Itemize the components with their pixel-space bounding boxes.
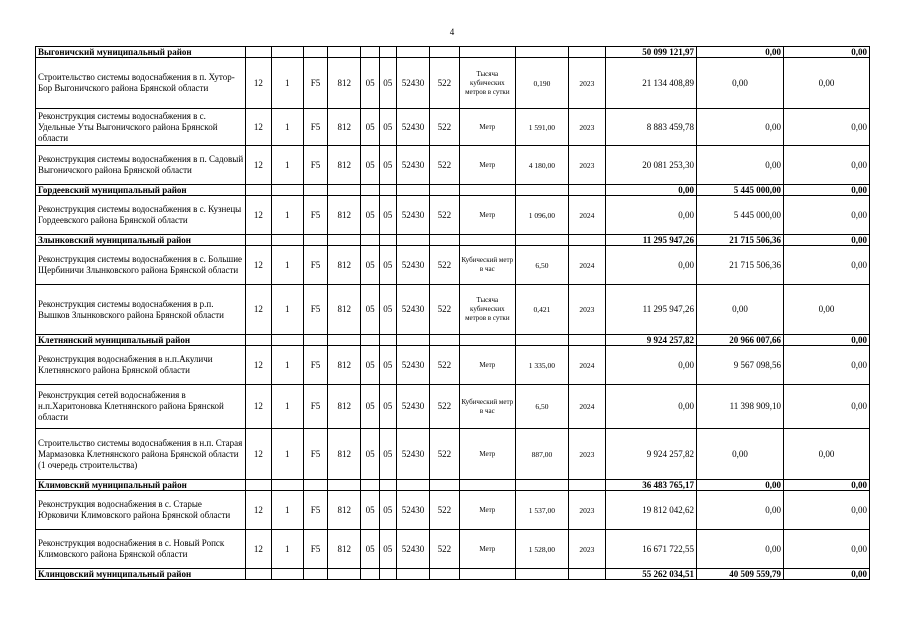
code-cell: 05 (361, 196, 379, 235)
amount-cell: 11 295 947,26 (606, 235, 697, 246)
empty-cell (361, 569, 379, 580)
amount-cell: 0,00 (697, 480, 784, 491)
code-cell: 12 (246, 285, 271, 335)
code-cell: 52430 (396, 491, 429, 530)
code-cell: 1 (271, 530, 303, 569)
amount-cell: 0,00 (783, 47, 869, 58)
amount-cell: 50 099 121,97 (606, 47, 697, 58)
project-name: Реконструкция сетей водоснабжения в н.п.Харитоновка Клетнянского района Брянской области (36, 385, 246, 429)
project-row (36, 346, 870, 385)
code-cell: 522 (430, 246, 459, 285)
amount-cell: 21 715 506,36 (697, 246, 784, 285)
code-cell: 522 (430, 530, 459, 569)
empty-cell (246, 335, 271, 346)
quantity-cell: 6,50 (516, 246, 569, 285)
empty-cell (328, 335, 361, 346)
empty-cell (303, 185, 327, 196)
amount-cell: 0,00 (783, 429, 869, 480)
amount-cell: 0,00 (697, 491, 784, 530)
code-cell: F5 (303, 346, 327, 385)
code-cell: 05 (361, 285, 379, 335)
project-name: Строительство системы водоснабжения в н.п. Старая Мармазовка Клетнянского района Брянской области (1 очередь строительства) (36, 429, 246, 480)
code-cell: 812 (328, 109, 361, 146)
amount-cell: 0,00 (783, 235, 869, 246)
code-cell: 812 (328, 346, 361, 385)
empty-cell (303, 47, 327, 58)
code-cell: 52430 (396, 429, 429, 480)
empty-cell (459, 185, 516, 196)
code-cell: 52430 (396, 58, 429, 109)
code-cell: 1 (271, 109, 303, 146)
amount-cell: 0,00 (783, 480, 869, 491)
year-cell: 2024 (568, 385, 605, 429)
code-cell: 812 (328, 530, 361, 569)
code-cell: 12 (246, 530, 271, 569)
code-cell: 52430 (396, 385, 429, 429)
empty-cell (271, 47, 303, 58)
amount-cell: 20 966 007,66 (697, 335, 784, 346)
year-cell: 2024 (568, 196, 605, 235)
project-row (36, 385, 870, 429)
district-row (36, 335, 870, 346)
amount-cell: 0,00 (783, 491, 869, 530)
empty-cell (568, 47, 605, 58)
empty-cell (516, 335, 569, 346)
empty-cell (303, 480, 327, 491)
year-cell: 2023 (568, 285, 605, 335)
amount-cell: 9 924 257,82 (606, 335, 697, 346)
page-number: 4 (449, 27, 455, 37)
code-cell: 05 (361, 429, 379, 480)
amount-cell: 11 398 909,10 (697, 385, 784, 429)
code-cell: 05 (361, 246, 379, 285)
code-cell: 812 (328, 491, 361, 530)
amount-cell: 0,00 (783, 569, 869, 580)
code-cell: 1 (271, 385, 303, 429)
quantity-cell: 1 096,00 (516, 196, 569, 235)
quantity-cell: 6,50 (516, 385, 569, 429)
amount-cell: 0,00 (606, 385, 697, 429)
year-cell: 2024 (568, 246, 605, 285)
amount-cell: 0,00 (606, 196, 697, 235)
code-cell: 1 (271, 285, 303, 335)
amount-cell: 0,00 (783, 530, 869, 569)
project-name: Реконструкция системы водоснабжения в с. Удельные Уты Выгоничского района Брянской области (36, 109, 246, 146)
amount-cell: 0,00 (783, 109, 869, 146)
code-cell: 05 (379, 530, 396, 569)
code-cell: 812 (328, 285, 361, 335)
empty-cell (328, 480, 361, 491)
amount-cell: 5 445 000,00 (697, 185, 784, 196)
code-cell: 1 (271, 491, 303, 530)
district-name: Злынковский муниципальный район (36, 235, 246, 246)
code-cell: F5 (303, 530, 327, 569)
code-cell: 05 (361, 491, 379, 530)
amount-cell: 11 295 947,26 (606, 285, 697, 335)
quantity-cell: 887,00 (516, 429, 569, 480)
quantity-cell: 4 180,00 (516, 146, 569, 185)
empty-cell (303, 335, 327, 346)
district-row (36, 569, 870, 580)
code-cell: 1 (271, 58, 303, 109)
code-cell: 522 (430, 285, 459, 335)
code-cell: F5 (303, 109, 327, 146)
code-cell: 52430 (396, 246, 429, 285)
quantity-cell: 1 537,00 (516, 491, 569, 530)
empty-cell (271, 235, 303, 246)
amount-cell: 40 509 559,79 (697, 569, 784, 580)
unit-cell: Метр (459, 146, 516, 185)
code-cell: 05 (379, 285, 396, 335)
empty-cell (459, 235, 516, 246)
code-cell: 522 (430, 109, 459, 146)
funding-table (35, 46, 870, 580)
code-cell: 05 (361, 346, 379, 385)
empty-cell (568, 185, 605, 196)
unit-cell: Метр (459, 429, 516, 480)
amount-cell: 0,00 (697, 58, 784, 109)
empty-cell (568, 480, 605, 491)
code-cell: 52430 (396, 196, 429, 235)
code-cell: 12 (246, 491, 271, 530)
project-row (36, 491, 870, 530)
code-cell: 522 (430, 429, 459, 480)
amount-cell: 16 671 722,55 (606, 530, 697, 569)
empty-cell (568, 569, 605, 580)
empty-cell (459, 480, 516, 491)
code-cell: 812 (328, 429, 361, 480)
code-cell: 522 (430, 146, 459, 185)
empty-cell (430, 47, 459, 58)
code-cell: F5 (303, 429, 327, 480)
code-cell: 05 (379, 246, 396, 285)
empty-cell (246, 235, 271, 246)
empty-cell (459, 335, 516, 346)
code-cell: 522 (430, 58, 459, 109)
empty-cell (246, 185, 271, 196)
empty-cell (396, 235, 429, 246)
empty-cell (516, 480, 569, 491)
district-name: Клетнянский муниципальный район (36, 335, 246, 346)
code-cell: F5 (303, 246, 327, 285)
code-cell: 52430 (396, 346, 429, 385)
district-name: Выгоничский муниципальный район (36, 47, 246, 58)
empty-cell (303, 569, 327, 580)
empty-cell (396, 569, 429, 580)
code-cell: 1 (271, 346, 303, 385)
code-cell: 05 (379, 196, 396, 235)
amount-cell: 9 924 257,82 (606, 429, 697, 480)
code-cell: 05 (379, 385, 396, 429)
empty-cell (246, 47, 271, 58)
code-cell: 05 (379, 109, 396, 146)
empty-cell (361, 47, 379, 58)
amount-cell: 0,00 (783, 185, 869, 196)
empty-cell (516, 235, 569, 246)
empty-cell (430, 185, 459, 196)
amount-cell: 0,00 (783, 246, 869, 285)
empty-cell (379, 47, 396, 58)
amount-cell: 0,00 (606, 346, 697, 385)
district-row (36, 235, 870, 246)
project-row (36, 109, 870, 146)
unit-cell: Кубический метр в час (459, 385, 516, 429)
code-cell: 12 (246, 196, 271, 235)
project-name: Реконструкция водоснабжения в н.п.Акуличи Клетнянского района Брянской области (36, 346, 246, 385)
code-cell: 05 (379, 429, 396, 480)
year-cell: 2023 (568, 429, 605, 480)
empty-cell (396, 47, 429, 58)
quantity-cell: 1 335,00 (516, 346, 569, 385)
quantity-cell: 1 591,00 (516, 109, 569, 146)
project-row (36, 285, 870, 335)
code-cell: 05 (361, 146, 379, 185)
code-cell: 05 (379, 146, 396, 185)
amount-cell: 0,00 (606, 185, 697, 196)
code-cell: 05 (361, 58, 379, 109)
empty-cell (430, 480, 459, 491)
amount-cell: 21 715 506,36 (697, 235, 784, 246)
empty-cell (361, 335, 379, 346)
code-cell: 812 (328, 146, 361, 185)
district-name: Гордеевский муниципальный район (36, 185, 246, 196)
code-cell: 12 (246, 346, 271, 385)
project-name: Реконструкция системы водоснабжения в с. Кузнецы Гордеевского района Брянской области (36, 196, 246, 235)
quantity-cell: 0,190 (516, 58, 569, 109)
amount-cell: 0,00 (697, 146, 784, 185)
code-cell: 1 (271, 429, 303, 480)
empty-cell (271, 480, 303, 491)
year-cell: 2024 (568, 346, 605, 385)
amount-cell: 0,00 (783, 335, 869, 346)
amount-cell: 0,00 (606, 246, 697, 285)
empty-cell (246, 480, 271, 491)
code-cell: 12 (246, 429, 271, 480)
amount-cell: 9 567 098,56 (697, 346, 784, 385)
code-cell: 05 (361, 109, 379, 146)
code-cell: F5 (303, 385, 327, 429)
empty-cell (271, 569, 303, 580)
amount-cell: 5 445 000,00 (697, 196, 784, 235)
project-name: Строительство системы водоснабжения в п. Хутор-Бор Выгоничского района Брянской области (36, 58, 246, 109)
code-cell: F5 (303, 491, 327, 530)
year-cell: 2023 (568, 530, 605, 569)
code-cell: 522 (430, 346, 459, 385)
district-row (36, 47, 870, 58)
amount-cell: 55 262 034,51 (606, 569, 697, 580)
code-cell: 52430 (396, 146, 429, 185)
code-cell: 1 (271, 246, 303, 285)
district-row (36, 185, 870, 196)
code-cell: F5 (303, 285, 327, 335)
empty-cell (568, 335, 605, 346)
code-cell: F5 (303, 146, 327, 185)
empty-cell (516, 569, 569, 580)
district-row (36, 480, 870, 491)
code-cell: 52430 (396, 530, 429, 569)
code-cell: 05 (379, 346, 396, 385)
amount-cell: 8 883 459,78 (606, 109, 697, 146)
code-cell: 1 (271, 196, 303, 235)
quantity-cell: 0,421 (516, 285, 569, 335)
code-cell: 522 (430, 385, 459, 429)
unit-cell: Метр (459, 530, 516, 569)
year-cell: 2023 (568, 491, 605, 530)
project-name: Реконструкция водоснабжения в с. Новый Ропск Климовского района Брянской области (36, 530, 246, 569)
project-name: Реконструкция водоснабжения в с. Старые Юрковичи Климовского района Брянской области (36, 491, 246, 530)
amount-cell: 0,00 (697, 47, 784, 58)
empty-cell (361, 480, 379, 491)
unit-cell: Метр (459, 109, 516, 146)
code-cell: 05 (361, 385, 379, 429)
amount-cell: 0,00 (783, 146, 869, 185)
code-cell: 812 (328, 385, 361, 429)
empty-cell (459, 47, 516, 58)
empty-cell (361, 185, 379, 196)
amount-cell: 0,00 (697, 109, 784, 146)
amount-cell: 19 812 042,62 (606, 491, 697, 530)
empty-cell (459, 569, 516, 580)
project-row (36, 530, 870, 569)
project-row (36, 246, 870, 285)
amount-cell: 0,00 (697, 429, 784, 480)
project-name: Реконструкция системы водоснабжения в п. Садовый Выгоничского района Брянской области (36, 146, 246, 185)
code-cell: 12 (246, 385, 271, 429)
project-row (36, 429, 870, 480)
empty-cell (379, 480, 396, 491)
code-cell: 12 (246, 109, 271, 146)
empty-cell (303, 235, 327, 246)
year-cell: 2023 (568, 109, 605, 146)
empty-cell (328, 235, 361, 246)
amount-cell: 0,00 (697, 285, 784, 335)
code-cell: 812 (328, 196, 361, 235)
code-cell: F5 (303, 196, 327, 235)
code-cell: 05 (361, 530, 379, 569)
code-cell: 05 (379, 491, 396, 530)
unit-cell: Метр (459, 491, 516, 530)
empty-cell (379, 569, 396, 580)
empty-cell (379, 185, 396, 196)
empty-cell (361, 235, 379, 246)
unit-cell: Тысяча кубических метров в сутки (459, 58, 516, 109)
empty-cell (568, 235, 605, 246)
code-cell: 522 (430, 491, 459, 530)
year-cell: 2023 (568, 146, 605, 185)
project-name: Реконструкция системы водоснабжения в р.п. Вышков Злынковского района Брянской области (36, 285, 246, 335)
district-name: Климовский муниципальный район (36, 480, 246, 491)
code-cell: 12 (246, 246, 271, 285)
empty-cell (379, 335, 396, 346)
project-row (36, 58, 870, 109)
code-cell: 05 (379, 58, 396, 109)
empty-cell (430, 569, 459, 580)
code-cell: 812 (328, 58, 361, 109)
unit-cell: Метр (459, 346, 516, 385)
empty-cell (328, 47, 361, 58)
amount-cell: 20 081 253,30 (606, 146, 697, 185)
empty-cell (396, 185, 429, 196)
code-cell: 522 (430, 196, 459, 235)
district-name: Клинцовский муниципальный район (36, 569, 246, 580)
project-name: Реконструкция системы водоснабжения в с. Большие Щербиничи Злынковского района Брянской области (36, 246, 246, 285)
code-cell: 12 (246, 146, 271, 185)
code-cell: 52430 (396, 109, 429, 146)
code-cell: 812 (328, 246, 361, 285)
amount-cell: 0,00 (783, 346, 869, 385)
empty-cell (328, 185, 361, 196)
empty-cell (396, 480, 429, 491)
empty-cell (516, 47, 569, 58)
amount-cell: 0,00 (783, 385, 869, 429)
unit-cell: Кубический метр в час (459, 246, 516, 285)
empty-cell (396, 335, 429, 346)
empty-cell (379, 235, 396, 246)
empty-cell (271, 335, 303, 346)
code-cell: 12 (246, 58, 271, 109)
amount-cell: 0,00 (783, 285, 869, 335)
amount-cell: 0,00 (783, 196, 869, 235)
code-cell: F5 (303, 58, 327, 109)
empty-cell (246, 569, 271, 580)
amount-cell: 0,00 (783, 58, 869, 109)
amount-cell: 21 134 408,89 (606, 58, 697, 109)
project-row (36, 146, 870, 185)
code-cell: 52430 (396, 285, 429, 335)
empty-cell (430, 235, 459, 246)
project-row (36, 196, 870, 235)
unit-cell: Метр (459, 196, 516, 235)
amount-cell: 36 483 765,17 (606, 480, 697, 491)
empty-cell (271, 185, 303, 196)
year-cell: 2023 (568, 58, 605, 109)
empty-cell (328, 569, 361, 580)
empty-cell (430, 335, 459, 346)
unit-cell: Тысяча кубических метров в сутки (459, 285, 516, 335)
amount-cell: 0,00 (697, 530, 784, 569)
empty-cell (516, 185, 569, 196)
quantity-cell: 1 528,00 (516, 530, 569, 569)
code-cell: 1 (271, 146, 303, 185)
